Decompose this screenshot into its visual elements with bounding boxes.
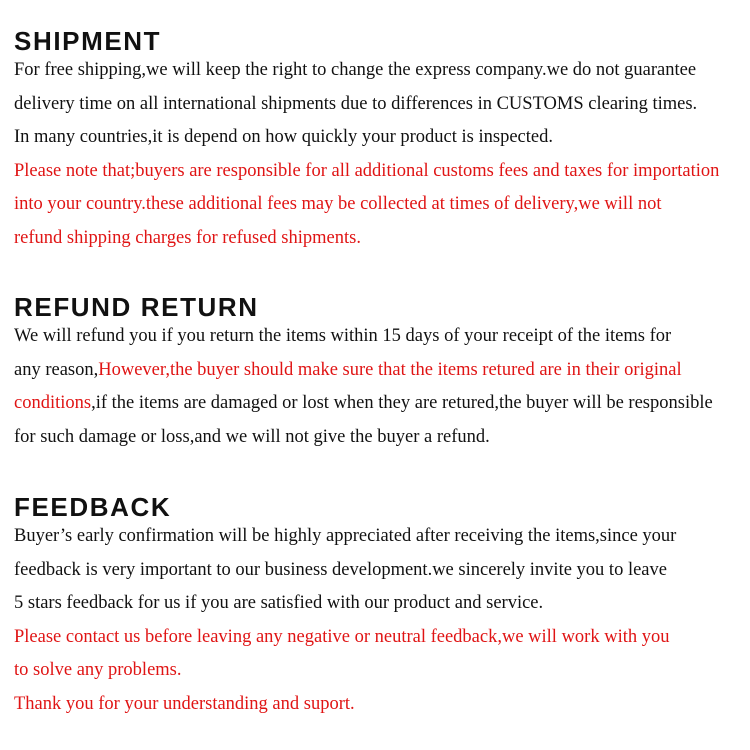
refund-highlight: However,the buyer should make sure that the items retured are in their original (98, 359, 682, 380)
shipment-line: In many countries,it is depend on how quickly your product is inspected. (14, 127, 553, 147)
shipment-line: For free shipping,we will keep the right to change the express company.we do not guarantee (14, 60, 697, 80)
feedback-notice-line: Please contact us before leaving any negative or neutral feedback,we will work with you (14, 626, 670, 647)
shipment-body (14, 54, 742, 255)
refund-text: any reason, (14, 359, 99, 380)
refund-line (14, 387, 742, 421)
feedback-body (14, 520, 742, 721)
refund-highlight: conditions (14, 393, 92, 413)
refund-line: for such damage or loss,and we will not give the buyer a refund. (14, 426, 490, 447)
refund-body (14, 320, 742, 454)
shipment-line: delivery time on all international shipments due to differences in CUSTOMS clearing times. (14, 93, 698, 114)
shipment-notice-line: Please note that;buyers are responsible for all additional customs fees and taxes for importation (14, 160, 720, 181)
refund-section (14, 294, 742, 454)
refund-line: We will refund you if you return the items within 15 days of your receipt of the items for (14, 326, 672, 346)
feedback-title: FEEDBACK (14, 492, 172, 522)
refund-line (14, 354, 742, 388)
shipment-notice-line: refund shipping charges for refused shipments. (14, 227, 361, 248)
refund-text: ,if the items are damaged or lost when they are retured,the buyer will be responsible (91, 393, 713, 413)
shipment-title: SHIPMENT (14, 26, 162, 56)
feedback-notice-line: to solve any problems. (14, 660, 182, 680)
feedback-line: Buyer’s early confirmation will be highly appreciated after receiving the items,since your (14, 526, 677, 546)
feedback-section (14, 494, 742, 721)
feedback-line: 5 stars feedback for us if you are satisfied with our product and service. (14, 593, 544, 613)
feedback-thanks-line: Thank you for your understanding and suport. (14, 693, 355, 714)
shipment-section (14, 28, 742, 255)
feedback-line: feedback is very important to our business development.we sincerely invite you to leave (14, 559, 667, 580)
shipment-notice-line: into your country.these additional fees may be collected at times of delivery,we will not (14, 194, 662, 214)
refund-title: REFUND RETURN (14, 292, 259, 322)
